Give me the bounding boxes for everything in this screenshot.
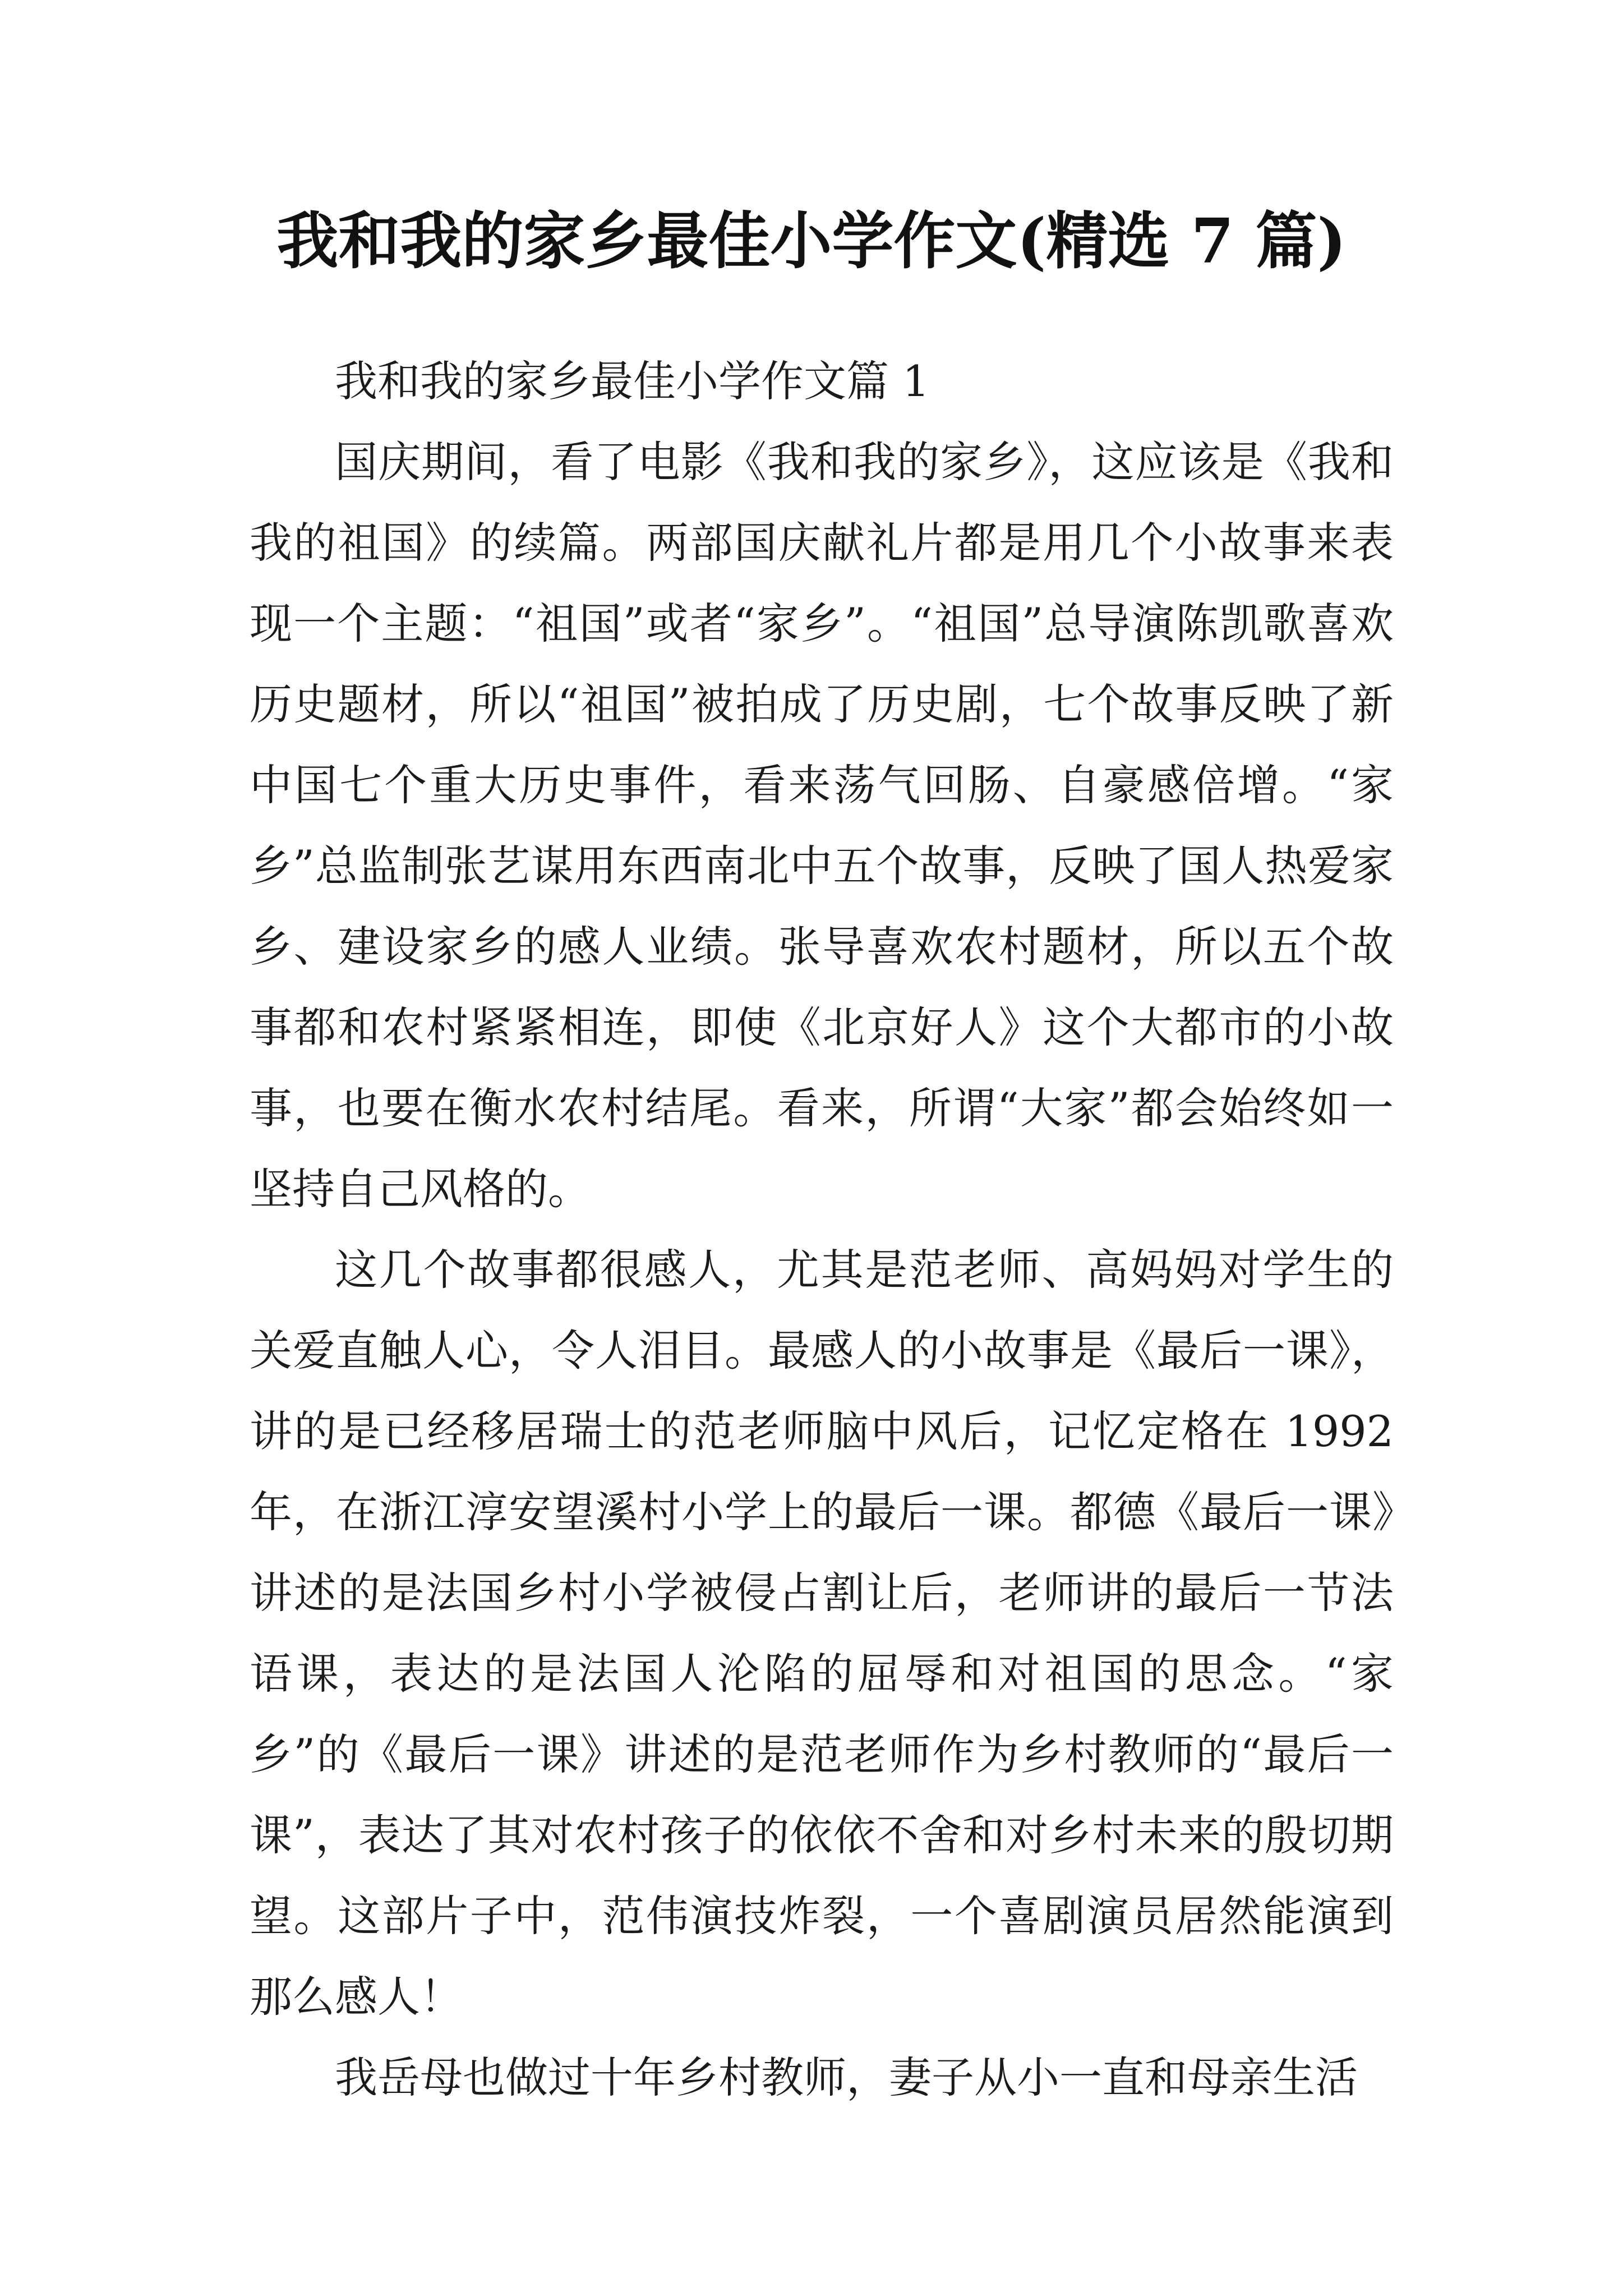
paragraph: 我岳母也做过十年乡村教师，妻子从小一直和母亲生活 (335, 2053, 1358, 2102)
section-heading: 我和我的家乡最佳小学作文篇 1 (335, 356, 930, 406)
paragraph: 这几个故事都很感人，尤其是范老师、高妈妈对学生的关爱直触人心，令人泪目。最感人的小故事是《最后一课》，讲的是已经移居瑞士的范老师脑中风后，记忆定格在 1992 年，在浙江淳安望溪村小学上的最后一课。都德《最后一课》讲述的是法国乡村小学被侵占割让后，老师讲的最后一节法语课，表达的是法国人沦陷的屈辱和对祖国的思念。“家乡”的《最后一课》讲述的是范老师作为乡村教师的“最后一课”，表达了其对农村孩子的依依不舍和对乡村未来的殷切期望。这部片子中，范伟演技炸裂，一个喜剧演员居然能演到那么感人！ (250, 1245, 1394, 2022)
document-body (250, 341, 1394, 2118)
paragraph: 国庆期间，看了电影《我和我的家乡》，这应该是《我和我的祖国》的续篇。两部国庆献礼片都是用几个小故事来表现一个主题：“祖国”或者“家乡”。“祖国”总导演陈凯歌喜欢历史题材，所以“祖国”被拍成了历史剧，七个故事反映了新中国七个重大历史事件，看来荡气回肠、自豪感倍增。“家乡”总监制张艺谋用东西南北中五个故事，反映了国人热爱家乡、建设家乡的感人业绩。张导喜欢农村题材，所以五个故事都和农村紧紧相连，即使《北京好人》这个大都市的小故事，也要在衡水农村结尾。看来，所谓“大家”都会始终如一坚持自己风格的。 (250, 437, 1394, 1214)
document-title: 我和我的家乡最佳小学作文(精选 7 篇) (276, 205, 1347, 277)
